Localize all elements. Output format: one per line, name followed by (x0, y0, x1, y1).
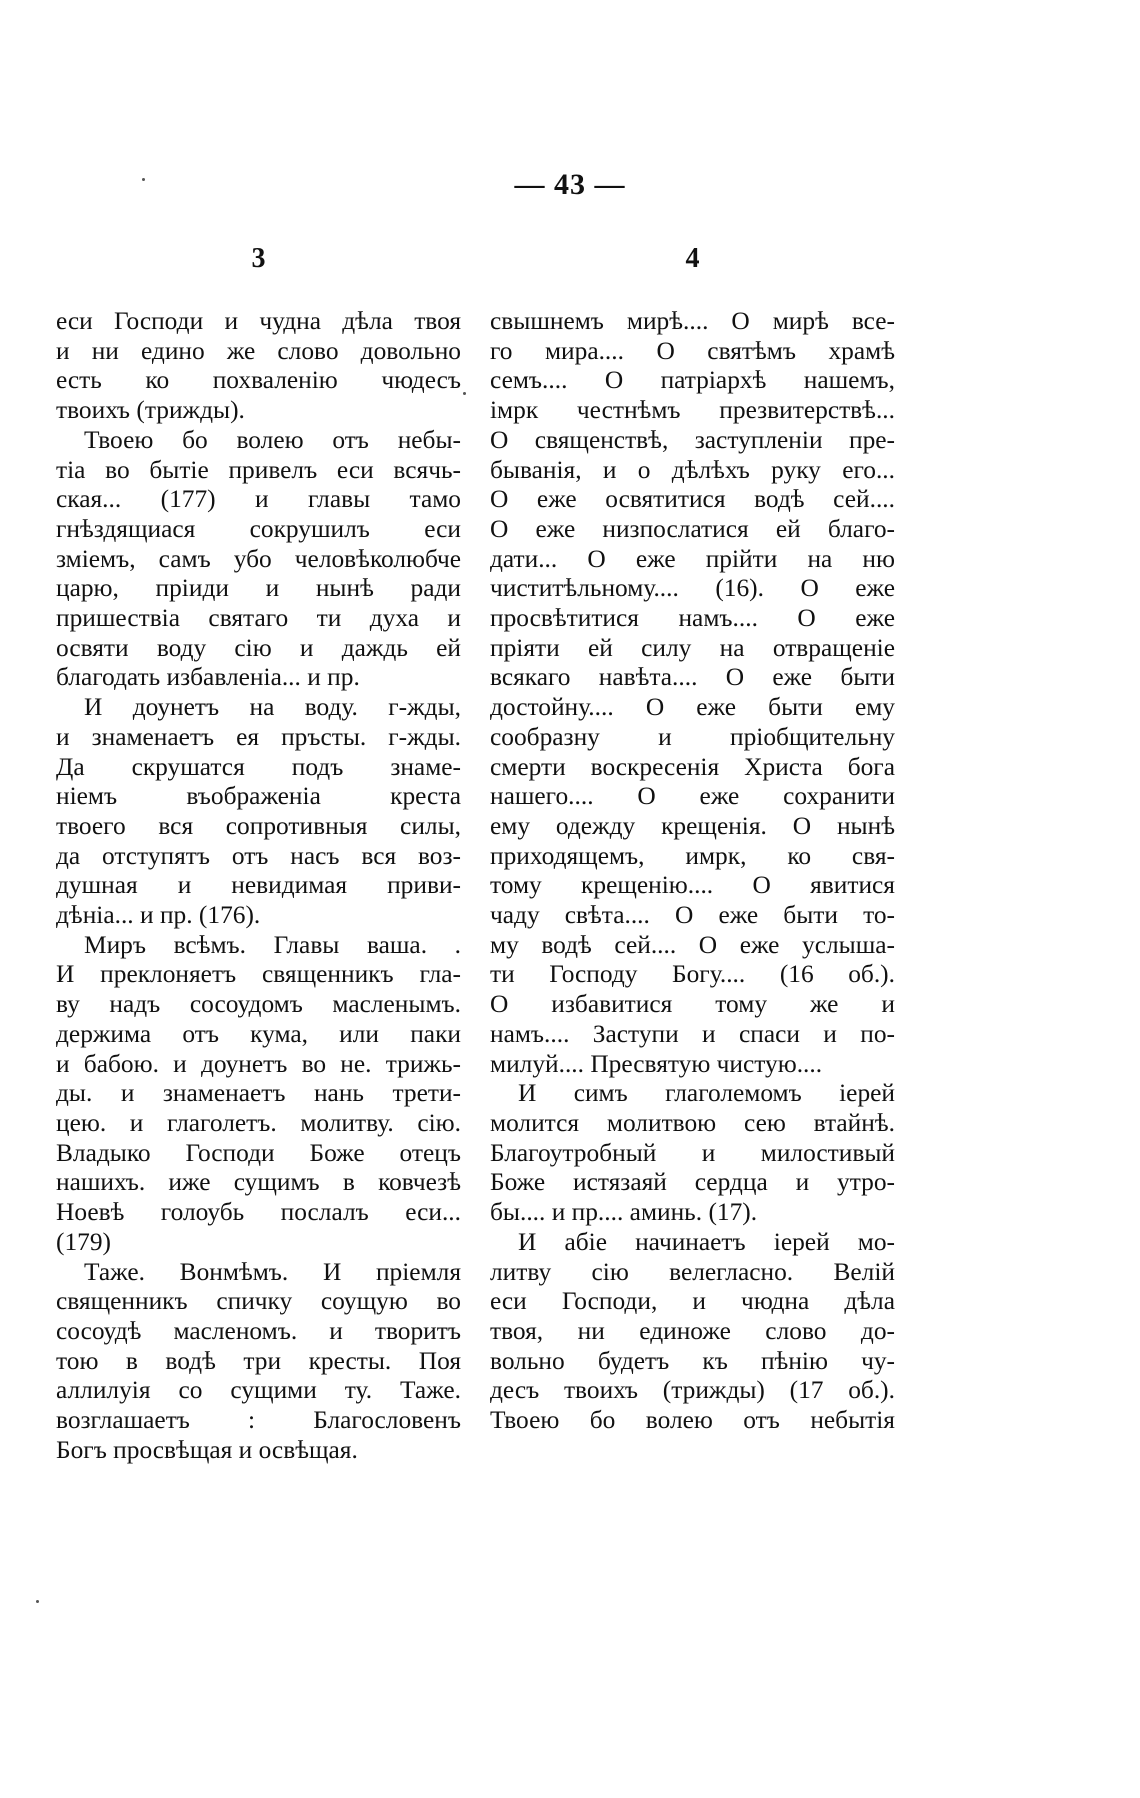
text-line: И абіе начинаетъ іерей мо- (518, 1227, 895, 1256)
right-column (490, 245, 895, 1436)
text-line: молится молитвою сею втайнѣ. (490, 1108, 895, 1137)
text-line: возглашаетъ : Благословенъ (56, 1406, 461, 1435)
text-line: цею. и глаголетъ. молитву. сію. (56, 1108, 461, 1137)
text-line: вольно будетъ къ пѣнію чу- (490, 1346, 895, 1375)
text-line: О еже низпослатися ей благо- (490, 514, 895, 543)
text-line: Миръ всѣмъ. Главы ваша. . (84, 930, 461, 959)
text-line: нашихъ. иже сущимъ в ковчезѣ (56, 1168, 461, 1197)
text-line: милуй.... Пресвятую чистую.... (490, 1049, 823, 1078)
text-line: Владыко Господи Боже отецъ (56, 1138, 461, 1167)
text-line: и знаменаетъ ея пръсты. г-жды. (56, 722, 461, 751)
text-line: гнѣздящиася сокрушилъ еси (56, 514, 461, 543)
text-line: и ни едино же слово довольно (56, 336, 461, 365)
text-line: сообразну и пріобщительну (490, 722, 895, 751)
text-line: есть ко похваленію чюдесъ (56, 366, 461, 395)
print-speck (463, 392, 466, 395)
text-line: да отступятъ отъ насъ вся воз- (56, 841, 461, 870)
right-column-text (490, 307, 895, 1436)
text-line: благодать избавленіа... и пр. (56, 663, 360, 692)
text-line: (179) (56, 1227, 111, 1256)
text-line: Благоутробный и милостивый (490, 1138, 895, 1167)
text-line: И доунетъ на воду. г-жды, (84, 693, 461, 722)
text-line: ему одежду крещенія. О нынѣ (490, 811, 895, 840)
text-line: семъ.... О патріархѣ нашемъ, (490, 366, 895, 395)
text-line: еси Господи, и чюдна дѣла (490, 1287, 895, 1316)
text-line: свышнемъ мирѣ.... О мирѣ все- (490, 307, 895, 335)
text-line: зміемъ, самъ убо человѣколюбче (56, 544, 461, 573)
text-line: чаду свѣта.... О еже быти то- (490, 901, 895, 930)
text-line: ская... (177) и главы тамо (56, 485, 461, 514)
text-line: И симъ глаголемомъ іерей (518, 1079, 895, 1108)
text-line: И преклоняетъ священникъ гла- (56, 960, 461, 989)
left-column-text (56, 307, 461, 1465)
left-column-number: 3 (251, 243, 266, 274)
text-line: смерти воскресенія Христа бога (490, 752, 895, 781)
text-line: еси Господи и чудна дѣла твоя (56, 307, 461, 335)
text-line: просвѣтитися намъ.... О еже (490, 604, 895, 633)
text-line: Таже. Вонмѣмъ. И пріемля (84, 1257, 461, 1286)
text-line: дати... О еже прійти на ню (490, 544, 895, 573)
text-line: чиститѣльному.... (16). О еже (490, 574, 895, 603)
text-line: ды. и знаменаетъ нань трети- (56, 1079, 461, 1108)
text-line: держима отъ кума, или паки (56, 1019, 461, 1048)
text-line: приходящемъ, имрк, ко свя- (490, 841, 895, 870)
text-line: пришествіа святаго ти духа и (56, 604, 461, 633)
text-line: аллилуія со сущими ту. Таже. (56, 1376, 461, 1405)
text-line: пріяти ей силу на отвращеніе (490, 633, 895, 662)
text-line: литву сію велегласно. Велій (490, 1257, 895, 1286)
print-speck (142, 178, 145, 181)
text-line: ніемъ въображеніа креста (56, 782, 461, 811)
text-line: тою в водѣ три кресты. Поя (56, 1346, 461, 1375)
text-line: Ноевѣ голоубь послалъ еси... (56, 1198, 461, 1227)
text-line: и бабою. и доунетъ во не. трижь- (56, 1049, 461, 1078)
text-line: О еже освятитися водѣ сей.... (490, 485, 895, 514)
text-line: Боже истязаяй сердца и утро- (490, 1168, 895, 1197)
text-line: Твоею бо волею отъ небытія (490, 1406, 895, 1435)
print-speck (36, 1600, 39, 1603)
text-line: твоихъ (трижды). (56, 396, 245, 425)
text-line: быванія, и о дѣлѣхъ руку его... (490, 455, 895, 484)
right-column-number: 4 (685, 243, 700, 274)
text-line: нашего.... О еже сохранити (490, 782, 895, 811)
text-line: бы.... и пр.... аминь. (17). (490, 1198, 758, 1227)
left-column (56, 245, 461, 1465)
text-line: му водѣ сей.... О еже услыша- (490, 930, 895, 959)
text-line: священникъ спичку соущую во (56, 1287, 461, 1316)
text-line: ву надъ сосоудомъ масленымъ. (56, 990, 461, 1019)
text-line: го мира.... О святѣмъ храмѣ (490, 336, 895, 365)
text-line: Да скрушатся подъ знаме- (56, 752, 461, 781)
text-line: твоего вся сопротивныя силы, (56, 811, 461, 840)
text-line: Богъ просвѣщая и освѣщая. (56, 1435, 358, 1464)
text-line: твоя, ни единоже слово до- (490, 1316, 895, 1345)
text-line: тіа во бытіе привелъ еси всячь- (56, 455, 461, 484)
text-line: імрк честнѣмъ презвитерствѣ... (490, 396, 895, 425)
text-line: дѣніа... и пр. (176). (56, 901, 261, 930)
text-line: намъ.... Заступи и спаси и по- (490, 1019, 895, 1048)
text-line: десъ твоихъ (трижды) (17 об.). (490, 1376, 895, 1405)
text-line: сосоудѣ масленомъ. и творитъ (56, 1316, 461, 1345)
page-number: — 43 — (514, 168, 626, 201)
text-line: О священствѣ, заступленіи пре- (490, 425, 895, 454)
text-line: О избавитися тому же и (490, 990, 895, 1019)
text-line: душная и невидимая приви- (56, 871, 461, 900)
text-line: всякаго навѣта.... О еже быти (490, 663, 895, 692)
text-line: освяти воду сію и даждь ей (56, 633, 461, 662)
text-line: царю, пріиди и нынѣ ради (56, 574, 461, 603)
text-line: ти Господу Богу.... (16 об.). (490, 960, 895, 989)
text-line: Твоею бо волею отъ небы- (84, 425, 461, 454)
text-line: достойну.... О еже быти ему (490, 693, 895, 722)
text-line: тому крещенію.... О явитися (490, 871, 895, 900)
